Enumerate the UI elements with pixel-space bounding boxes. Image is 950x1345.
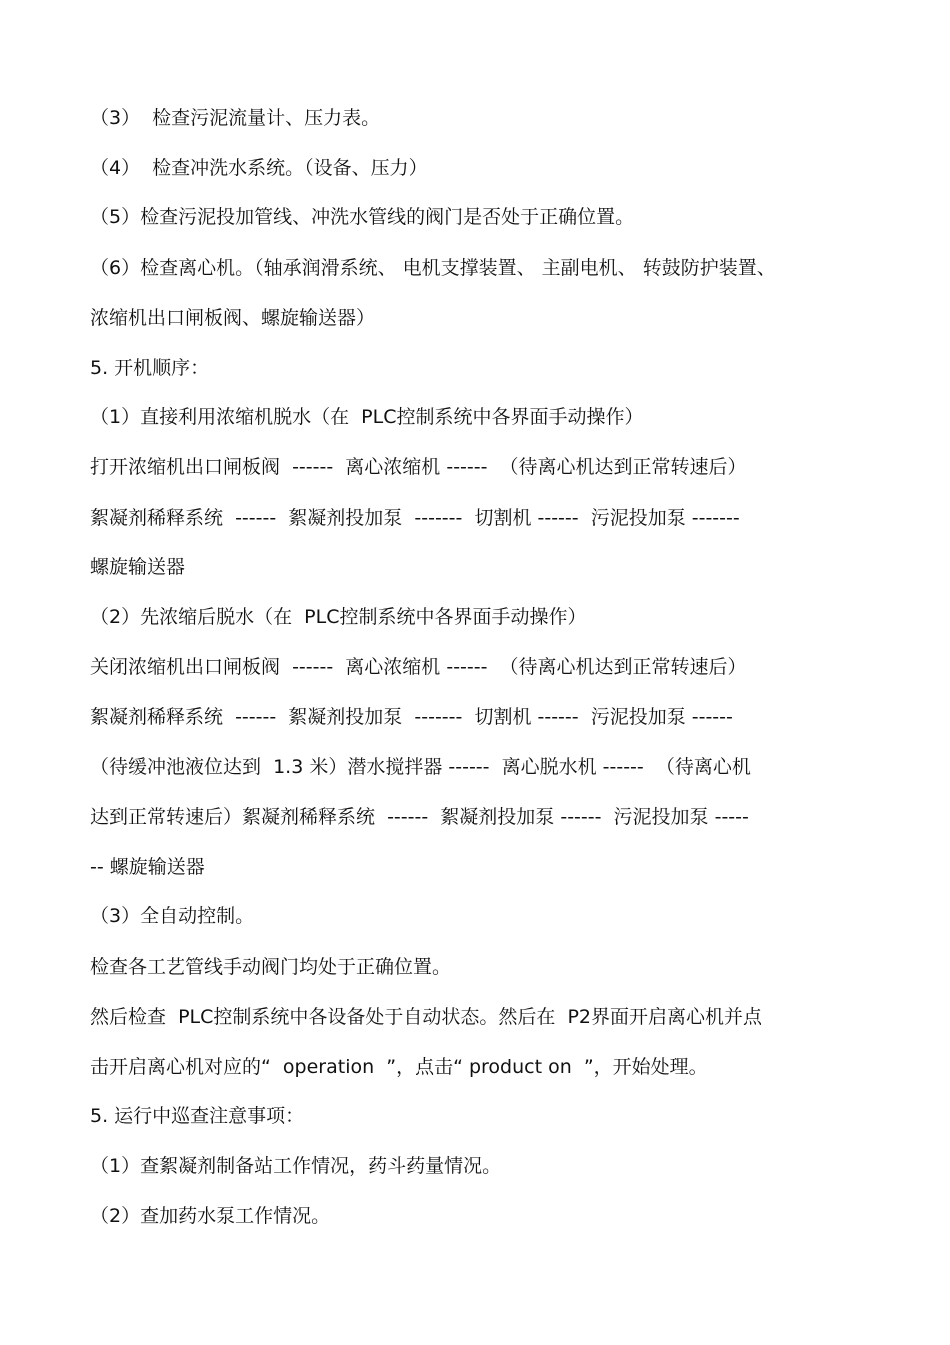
text-line-mode-3-operation: 击开启离心机对应的“ operation ”，点击“ product on ”，开始处理。 (90, 1056, 708, 1078)
text-line-mode-2-seq-b: 絮凝剂稀释系统 ------ 絮凝剂投加泵 ------- 切割机 ------ 污泥投加泵 ------ (90, 706, 733, 728)
text-line-check-centrifuge: （6）检查离心机。（轴承润滑系统、 电机支撑装置、 主副电机、 转鼓防护装置、 (90, 257, 776, 279)
text-line-mode-1-seq-c: 螺旋输送器 (90, 556, 186, 578)
text-line-mode-1-seq-a: 打开浓缩机出口闸板阀 ------ 离心浓缩机 ------ （待离心机达到正常转速后） (90, 456, 747, 478)
text-line-mode-2-seq-c: （待缓冲池液位达到 1.3 米）潜水搅拌器 ------ 离心脱水机 ------ （待离心机 (90, 756, 751, 778)
section-heading-startup-order: 5. 开机顺序： (90, 357, 210, 379)
text-line-check-flush-water: （4） 检查冲洗水系统。（设备、压力） (90, 157, 428, 179)
text-line-mode-1-seq-b: 絮凝剂稀释系统 ------ 絮凝剂投加泵 ------- 切割机 ------ 污泥投加泵 ------- (90, 507, 740, 529)
text-line-check-sludge-flowmeter: （3） 检查污泥流量计、压力表。 (90, 107, 381, 129)
text-line-mode-2: （2）先浓缩后脱水（在 PLC控制系统中各界面手动操作） (90, 606, 587, 628)
text-line-mode-3: （3）全自动控制。 (90, 905, 255, 927)
text-line-mode-2-seq-a: 关闭浓缩机出口闸板阀 ------ 离心浓缩机 ------ （待离心机达到正常转速后） (90, 656, 747, 678)
text-line-inspect-dosing-pump: （2）查加药水泵工作情况。 (90, 1205, 331, 1227)
text-line-mode-3-auto-state: 然后检查 PLC控制系统中各设备处于自动状态。然后在 P2界面开启离心机并点 (90, 1006, 763, 1028)
text-line-mode-3-check-valves: 检查各工艺管线手动阀门均处于正确位置。 (90, 956, 452, 978)
text-line-inspect-flocculant: （1）查絮凝剂制备站工作情况，药斗药量情况。 (90, 1155, 502, 1177)
text-line-mode-2-seq-d: 达到正常转速后）絮凝剂稀释系统 ------ 絮凝剂投加泵 ------ 污泥投加泵 ----- (90, 806, 749, 828)
text-line-mode-2-seq-e: -- 螺旋输送器 (90, 856, 205, 878)
section-heading-inspection: 5. 运行中巡查注意事项： (90, 1105, 305, 1127)
text-line-check-centrifuge-cont: 浓缩机出口闸板阀、螺旋输送器） (90, 307, 376, 329)
text-line-mode-1: （1）直接利用浓缩机脱水（在 PLC控制系统中各界面手动操作） (90, 406, 644, 428)
text-line-check-valves: （5）检查污泥投加管线、冲洗水管线的阀门是否处于正确位置。 (90, 206, 635, 228)
